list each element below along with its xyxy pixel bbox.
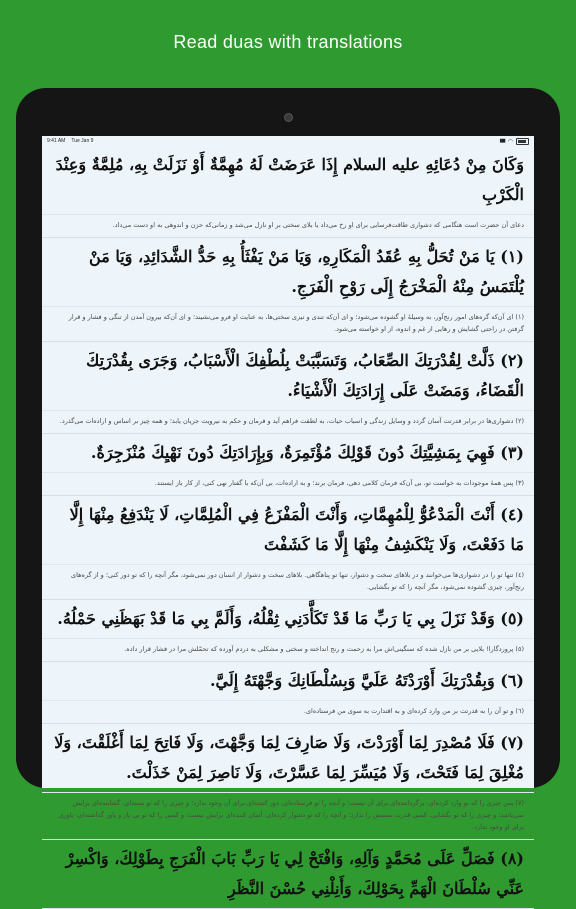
status-bar	[42, 136, 534, 146]
translation-text: (٣) پس همهٔ موجودات به خواست تو، بی آن‌که فرمان کلامی دهی، فرمان برند؛ و به اراده‌ات، بی آن‌که با گفتار نهی کنی، از کار باز ایستند.	[42, 472, 534, 495]
battery-icon	[516, 138, 529, 145]
arabic-text: وَكَانَ مِنْ دُعَائِهِ عليه السلام إِذَا عَرَضَتْ لَهُ مُهِمَّةٌ أَوْ نَزَلَتْ بِهِ، مُلِمَّةٌ وَعِنْدَ الْكَرْبِ	[55, 155, 524, 204]
dua-item[interactable]	[42, 238, 534, 342]
translation-text: (٦) و تو آن را به قدرتت بر من وارد کرده‌ای و به اقتدارت به سوی من فرستاده‌ای.	[42, 700, 534, 723]
dua-item[interactable]	[42, 600, 534, 662]
dua-item[interactable]	[42, 724, 534, 840]
app-screen	[42, 136, 534, 898]
translation-text: (٢) دشواری‌ها در برابر قدرتت آسان گردد و وسایل زندگی و اسباب حیات، به لطفت فراهم آید و فرمان و حکم به نیرویت جریان یابد؛ و همه چیز بر اساس و اراده‌ات می‌گذرد.	[42, 410, 534, 433]
dua-item[interactable]	[42, 496, 534, 600]
status-right	[499, 138, 529, 145]
arabic-text: (٧) فَلَا مُصْدِرَ لِمَا أَوْرَدْتَ، وَلَا صَارِفَ لِمَا وَجَّهْتَ، وَلَا فَاتِحَ لِمَا أَغْلَقْتَ، وَلَا مُغْلِقَ لِمَا فَتَحْتَ، وَلَا مُيَسِّرَ لِمَا عَسَّرْتَ، وَلَا نَاصِرَ لِمَنْ خَذَلْتَ.	[54, 733, 524, 782]
status-date: Tue Jan 9	[71, 138, 94, 144]
arabic-text: (٦) وَبِقُدْرَتِكَ أَوْرَدْتَهُ عَلَيَّ وَبِسُلْطَانِكَ وَجَّهْتَهُ إِلَيَّ.	[209, 671, 524, 690]
signal-icon: ▮▮▮	[499, 138, 505, 144]
translation-text: دعای آن حضرت است هنگامی که دشواری طاقت‌فرسایی برای او رخ می‌داد یا بلای سختی بر او نازل می‌شد و زمانی‌که حزن و اندوهی به او دست می‌داد.	[42, 214, 534, 237]
dua-list[interactable]	[42, 146, 534, 909]
arabic-text: (٢) ذَلَّتْ لِقُدْرَتِكَ الصِّعَابُ، وَتَسَبَّبَتْ بِلُطْفِكَ الْأَسْبَابُ، وَجَرَى بِقُدْرَتِكَ الْقَضَاءُ، وَمَضَتْ عَلَى إِرَادَتِكَ الْأَشْيَاءُ.	[86, 351, 524, 400]
status-time: 9:41 AM	[47, 138, 66, 144]
dua-item[interactable]	[42, 434, 534, 496]
translation-text: (٤) تنها تو را در دشواری‌ها می‌خوانند و در بلاهای سخت و دشوار، تنها تو پناهگاهی. بلاهای سخت و دشوار از انسان دور نمی‌شود، مگر آنچه را که تو دور کنی؛ و از گره‌های رنج‌آور، چیزی گشوده نمی‌شود، مگر آنچه را که تو بگشایی.	[42, 564, 534, 599]
wifi-icon: ◠	[507, 138, 513, 145]
arabic-text: (٣) فَهِيَ بِمَشِيَّتِكَ دُونَ قَوْلِكَ مُؤْتَمِرَةٌ، وَبِإِرَادَتِكَ دُونَ نَهْيِكَ مُنْزَجِرَةٌ.	[90, 443, 524, 462]
camera-dot	[284, 113, 293, 122]
arabic-text: (٨) فَصَلِّ عَلَى مُحَمَّدٍ وَآلِهِ، وَافْتَحْ لِي يَا رَبِّ بَابَ الْفَرَجِ بِطَوْلِكَ، وَاكْسِرْ عَنِّي سُلْطَانَ الْهَمِّ بِحَوْلِكَ، وَأَنِلْنِي حُسْنَ النَّظَرِ	[65, 849, 524, 898]
arabic-text: (٥) وَقَدْ نَزَلَ بِي يَا رَبِّ مَا قَدْ تَكَأَّدَنِي ثِقْلُهُ، وَأَلَمَّ بِي مَا قَدْ بَهَظَنِي حَمْلُهُ.	[57, 609, 524, 628]
translation-text: (٥) پروردگارا! بلایی بر من نازل شده که سنگینی‌اش مرا به زحمت و رنج انداخته و سختی و مشکلی به دردم آورده که تحمّلش مرا در فشار قرار داده.	[42, 638, 534, 661]
arabic-text: (٤) أَنْتَ الْمَدْعُوُّ لِلْمُهِمَّاتِ، وَأَنْتَ الْمَفْزَعُ فِي الْمُلِمَّاتِ، لَا يَنْدَفِعُ مِنْهَا إِلَّا مَا دَفَعْتَ، وَلَا يَنْكَشِفُ مِنْهَا إِلَّا مَا كَشَفْتَ	[69, 505, 524, 554]
tablet-frame	[16, 88, 560, 898]
dua-item[interactable]	[42, 342, 534, 434]
status-left	[47, 138, 99, 144]
translation-text: (٧) پس چیزی را که تو وارد کرده‌ای، برگرداننده‌ای برای آن نیست؛ و آنچه را تو فرستاده‌ای، دور کننده‌ای برای آن وجود ندارد؛ و چیزی را که تو بسته‌ای، گشاینده‌ای برایش نمی‌باشد؛ و چیزی را که تو بگشایی، کسی قدرت بستنش را ندارد؛ و آنچه را که تو دشوار کرده‌ای، آسان کننده‌ای برایش نیست؛ و کسی را که تو بی یار و یاور گذاشته‌ای، یاوری برای او وجود ندارد.	[42, 792, 534, 839]
dua-item[interactable]	[42, 840, 534, 909]
dua-item[interactable]	[42, 662, 534, 724]
headline: Read duas with translations	[173, 32, 403, 52]
translation-text: (١) ای آن‌که گره‌های امور رنج‌آور، به وسیلهٔ او گشوده می‌شود؛ و ای آن‌که تندی و تیزی سختی‌ها، به عنایت او فرو می‌نشیند؛ و ای آن‌که بیرون آمدن از تنگی و فشار و قرار گرفتن در راحتی گشایش و رهایی از غم و اندوه، از او خواسته می‌شود.	[42, 306, 534, 341]
dua-item[interactable]	[42, 146, 534, 238]
arabic-text: (١) يَا مَنْ تُحَلُّ بِهِ عُقَدُ الْمَكَارِهِ، وَيَا مَنْ يَفْثَأُ بِهِ حَدُّ الشَّدَائِدِ، وَيَا مَنْ يُلْتَمَسُ مِنْهُ الْمَخْرَجُ إِلَى رَوْحِ الْفَرَجِ.	[89, 247, 524, 296]
